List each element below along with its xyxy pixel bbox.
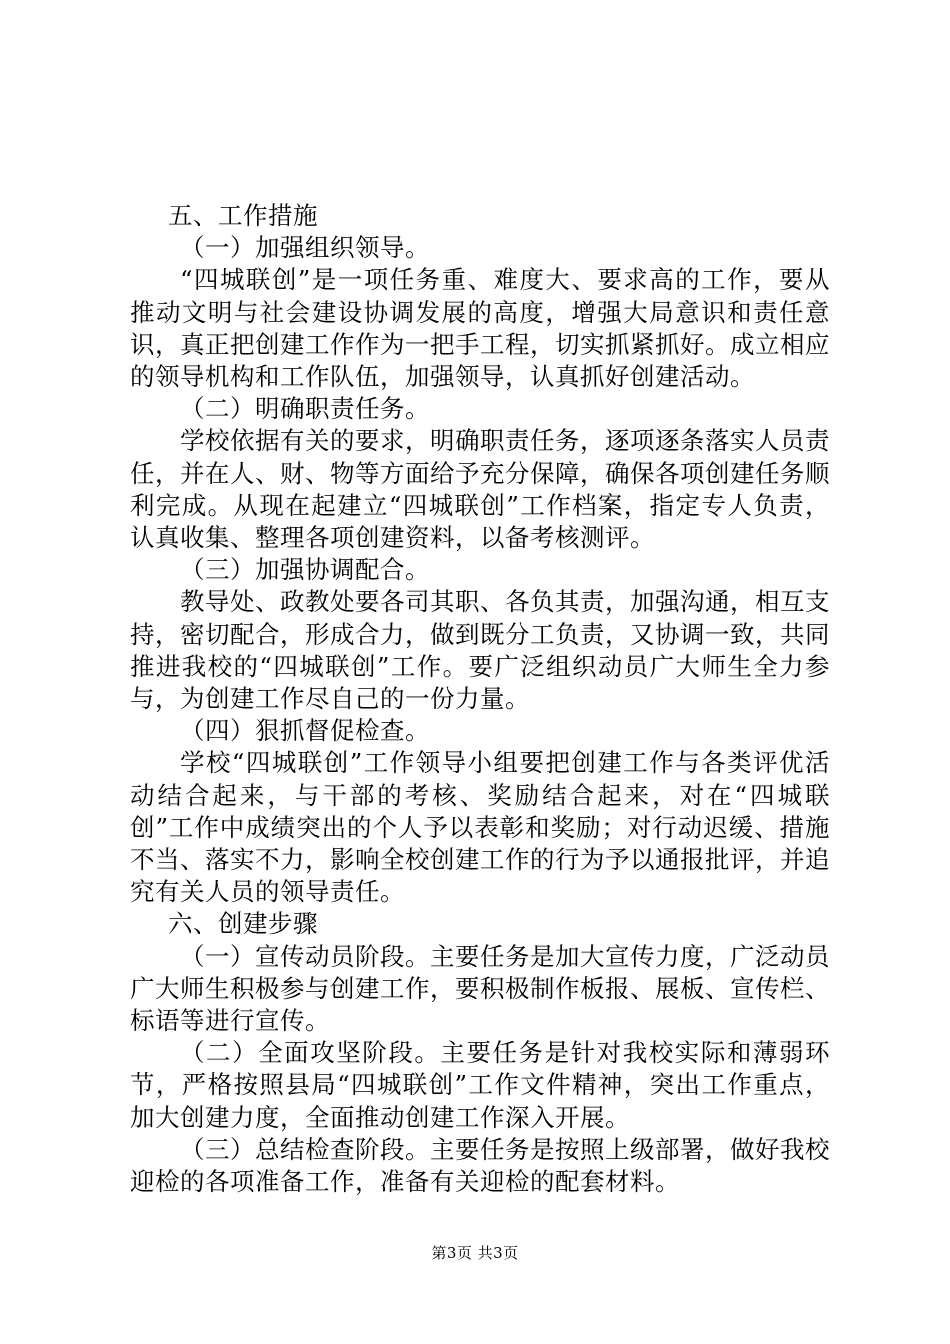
subheading-organization: （一）加强组织领导。	[180, 233, 430, 263]
section-heading-measures: 五、工作措施	[168, 201, 318, 230]
paragraph-supervision: 学校“四城联创”工作领导小组要把创建工作与各类评优活动结合起来，与干部的考核、奖励结合起来，对在“四城联创”工作中成绩突出的个人予以表彰和奖励；对行动迟缓、措施不当、落实不力，影响全校创建工作的行为予以通报批评，并追究有关人员的领导责任。	[130, 748, 830, 907]
paragraph-step-review: （三）总结检查阶段。主要任务是按照上级部署，做好我校迎检的各项准备工作，准备有关迎检的配套材料。	[130, 1134, 830, 1197]
paragraph-step-tackling: （二）全面攻坚阶段。主要任务是针对我校实际和薄弱环节，严格按照县局“四城联创”工作文件精神，突出工作重点，加大创建力度，全面推动创建工作深入开展。	[130, 1038, 830, 1132]
paragraph-coordination: 教导处、政教处要各司其职、各负其责，加强沟通，相互支持，密切配合，形成合力，做到既分工负责，又协调一致，共同推进我校的“四城联创”工作。要广泛组织动员广大师生全力参与，为创建工作尽自己的一份力量。	[130, 587, 830, 714]
paragraph-organization: “四城联创”是一项任务重、难度大、要求高的工作，要从推动文明与社会建设协调发展的高度，增强大局意识和责任意识，真正把创建工作作为一把手工程，切实抓紧抓好。成立相应的领导机构和工作队伍，加强领导，认真抓好创建活动。	[130, 265, 830, 392]
page-number-footer: 第3页 共3页	[431, 1244, 519, 1262]
paragraph-step-publicity: （一）宣传动员阶段。主要任务是加大宣传力度，广泛动员广大师生积极参与创建工作，要积极制作板报、展板、宣传栏、标语等进行宣传。	[130, 941, 830, 1036]
document-body	[130, 200, 830, 1198]
paragraph-responsibilities: 学校依据有关的要求，明确职责任务，逐项逐条落实人员责任，并在人、财、物等方面给予充分保障，确保各项创建任务顺利完成。从现在起建立“四城联创”工作档案，指定专人负责，认真收集、整理各项创建资料，以备考核测评。	[130, 426, 830, 553]
subheading-supervision: （四）狠抓督促检查。	[180, 716, 430, 746]
subheading-responsibilities: （二）明确职责任务。	[180, 394, 430, 424]
subheading-coordination: （三）加强协调配合。	[180, 555, 430, 585]
section-heading-steps: 六、创建步骤	[168, 909, 318, 939]
